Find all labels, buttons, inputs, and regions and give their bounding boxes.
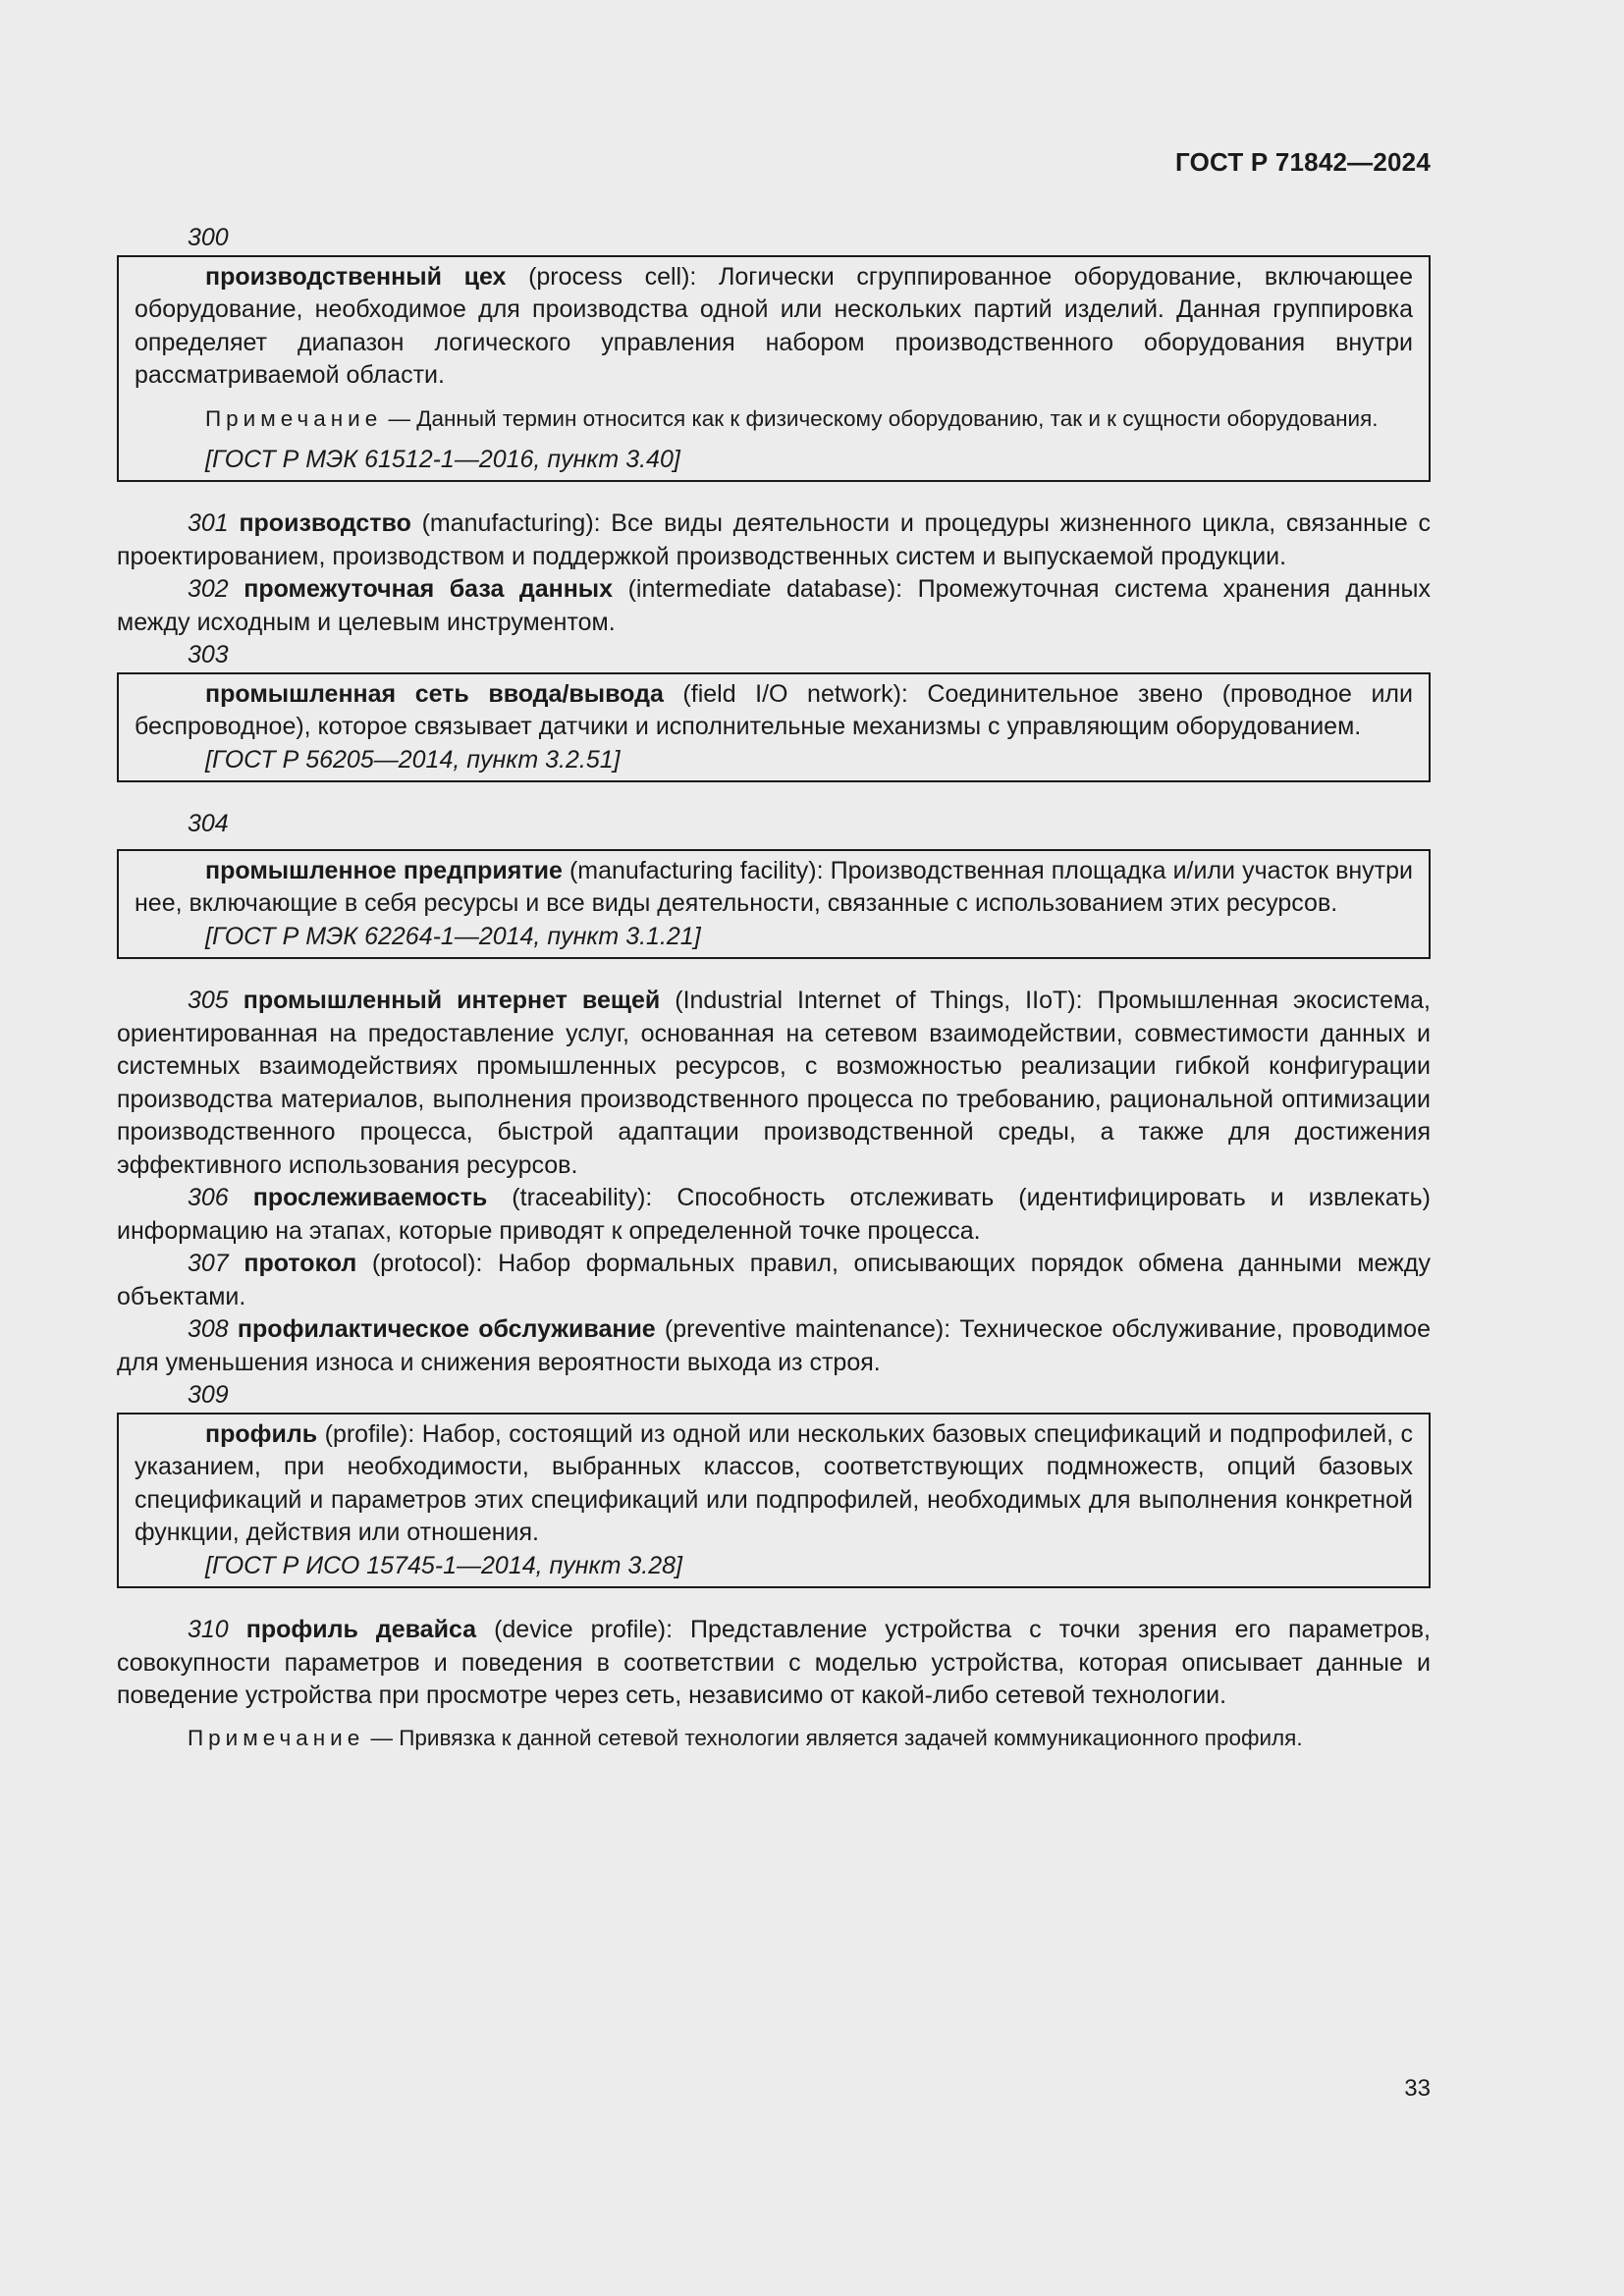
term-number: 305 bbox=[188, 987, 229, 1014]
term-number: 302 bbox=[188, 575, 229, 603]
term-number: 306 bbox=[188, 1184, 229, 1211]
term-definition-306 bbox=[117, 1182, 1431, 1248]
note-label: Примечание bbox=[188, 1725, 365, 1750]
term-text: (preventive maintenance): Техническое обслуживание, проводимое для уменьшения износа и снижения вероятности выхода из строя. bbox=[117, 1315, 1431, 1376]
term-source-300: [ГОСТ Р МЭК 61512-1—2016, пункт 3.40] bbox=[205, 445, 680, 473]
term-name: профиль девайса bbox=[245, 1616, 477, 1643]
term-text: (manufacturing facility): Производственная площадка и/или участок внутри нее, включающие в себя ресурсы и все виды деятельности, связанные с использованием этих ресурсов. bbox=[135, 856, 1413, 917]
term-definition-301 bbox=[117, 507, 1431, 573]
term-text: (field I/O network): Соединительное звено (проводное или беспроводное), которое связывает датчики и исполнительные механизмы с управляющим оборудованием. bbox=[135, 679, 1413, 740]
page-number: 33 bbox=[1404, 2075, 1431, 2102]
term-name: производство bbox=[239, 509, 411, 537]
term-text: (Industrial Internet of Things, IIoT): Промышленная экосистема, ориентированная на предоставление услуг, основанная на сетевом взаимодействии, совместимости данных и системных взаимодействиях промышленных ресурсов, с возможностью реализации гибкой конфигурации производства материалов, выполнения производственного процесса по требованию, рациональной оптимизации производственного процесса, быстрой адаптации производственной среды, а также для достижения эффективного использования ресурсов. bbox=[117, 987, 1432, 1179]
term-name: промышленное предприятие bbox=[205, 856, 563, 884]
term-number: 308 bbox=[188, 1315, 229, 1343]
term-text: (device profile): Представление устройства с точки зрения его параметров, совокупности параметров и поведения в соответствии с моделью устройства, которая описывает данные и поведение устройства при просмотре через сеть, независимо от какой-либо сетевой технологии. bbox=[117, 1616, 1432, 1709]
term-box-309 bbox=[117, 1413, 1431, 1589]
term-box-300 bbox=[117, 255, 1431, 483]
term-number: 310 bbox=[188, 1616, 229, 1643]
term-name: промышленный интернет вещей bbox=[243, 987, 661, 1014]
term-number-309: 309 bbox=[188, 1381, 229, 1409]
term-name: промышленная сеть ввода/вывода bbox=[205, 679, 664, 708]
term-text: (intermediate database): Промежуточная система хранения данных между исходным и целевым инструментом. bbox=[117, 575, 1431, 636]
terms-list bbox=[117, 222, 1431, 1753]
term-definition-302 bbox=[117, 573, 1431, 639]
term-definition-309 bbox=[135, 1418, 1413, 1550]
term-name: прослеживаемость bbox=[252, 1184, 488, 1211]
term-name: профилактическое обслуживание bbox=[237, 1315, 656, 1343]
term-note-310 bbox=[117, 1723, 1431, 1753]
term-box-303 bbox=[117, 672, 1431, 783]
term-definition-305 bbox=[117, 985, 1431, 1182]
term-text: (process cell): Логически сгруппированное оборудование, включающее оборудование, необходимое для производства одной или нескольких партий изделий. Данная группировка определяет диапазон логического управления набором производственного оборудования внутри рассматриваемой области. bbox=[135, 262, 1413, 389]
term-name: профиль bbox=[205, 1419, 318, 1448]
term-box-304 bbox=[117, 849, 1431, 960]
term-definition-303 bbox=[135, 678, 1413, 744]
term-definition-308 bbox=[117, 1313, 1431, 1379]
term-text: (manufacturing): Все виды деятельности и процедуры жизненного цикла, связанные с проектированием, производством и поддержкой производственных систем и выпускаемой продукции. bbox=[117, 509, 1431, 570]
note-text: — Привязка к данной сетевой технологии является задачей коммуникационного профиля. bbox=[364, 1725, 1303, 1750]
term-definition-300 bbox=[135, 261, 1413, 393]
term-number-304: 304 bbox=[188, 810, 229, 837]
term-definition-310 bbox=[117, 1614, 1431, 1713]
term-name: протокол bbox=[244, 1250, 357, 1277]
term-note-300 bbox=[135, 403, 1413, 434]
term-number: 307 bbox=[188, 1250, 229, 1277]
term-number: 301 bbox=[188, 509, 229, 537]
term-number-303: 303 bbox=[188, 641, 229, 668]
standard-designation: ГОСТ Р 71842—2024 bbox=[1175, 147, 1431, 177]
term-text: (protocol): Набор формальных правил, описывающих порядок обмена данными между объектами. bbox=[117, 1250, 1431, 1310]
term-definition-307 bbox=[117, 1248, 1431, 1313]
term-definition-304 bbox=[135, 855, 1413, 921]
term-source-304: [ГОСТ Р МЭК 62264-1—2014, пункт 3.1.21] bbox=[205, 922, 701, 950]
term-source-309: [ГОСТ Р ИСО 15745-1—2014, пункт 3.28] bbox=[205, 1551, 682, 1579]
term-number-300: 300 bbox=[188, 224, 229, 251]
term-name: производственный цех bbox=[205, 262, 507, 291]
term-text: (profile): Набор, состоящий из одной или нескольких базовых спецификаций и подпрофилей, с указанием, при необходимости, выбранных классов, соответствующих подмножеств, опций базовых спецификаций и параметров этих спецификаций или подпрофилей, необходимых для выполнения конкретной функции, действия или отношения. bbox=[135, 1419, 1413, 1546]
term-text: (traceability): Способность отслеживать (идентифицировать и извлекать) информацию на этапах, которые приводят к определенной точке процесса. bbox=[117, 1184, 1431, 1245]
term-name: промежуточная база данных bbox=[244, 575, 614, 603]
term-source-303: [ГОСТ Р 56205—2014, пункт 3.2.51] bbox=[205, 745, 621, 774]
note-text: — Данный термин относится как к физическому оборудованию, так и к сущности оборудования. bbox=[382, 405, 1379, 431]
note-label: Примечание bbox=[205, 405, 383, 431]
